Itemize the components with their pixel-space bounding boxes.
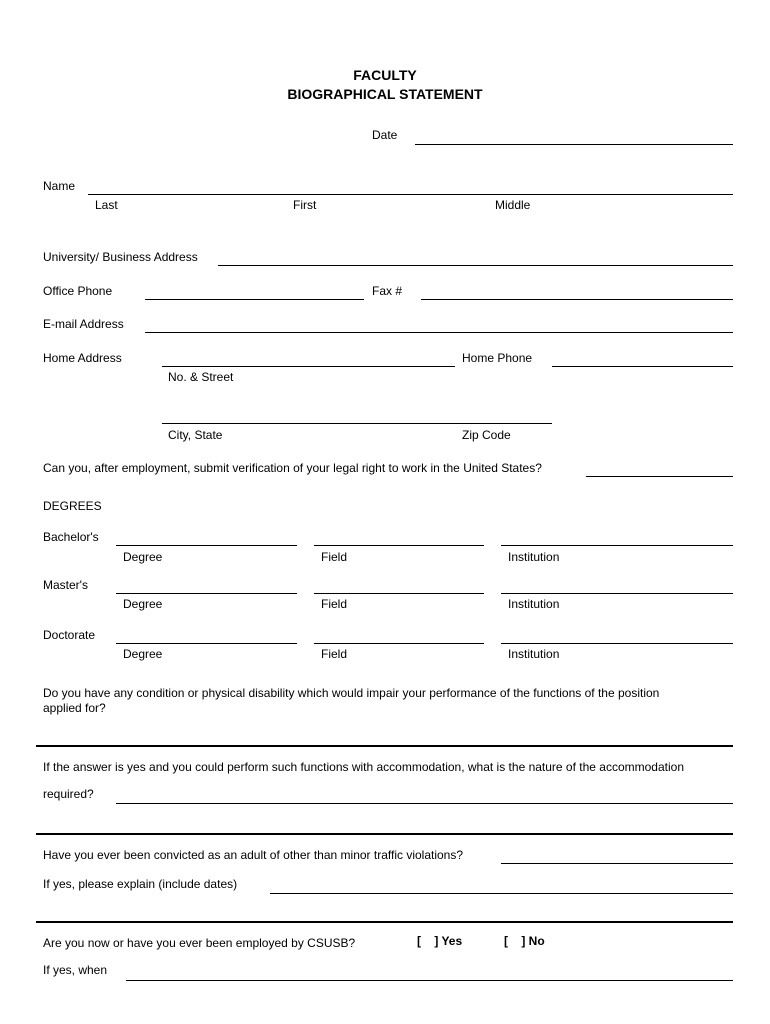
csusb-when-line[interactable] xyxy=(126,980,733,981)
csusb-no-checkbox[interactable]: [ ] No xyxy=(504,934,545,948)
home-zip-caption: Zip Code xyxy=(462,428,511,442)
accommodation-answer-line-2[interactable] xyxy=(36,833,733,835)
bachelors-field-line[interactable] xyxy=(314,545,484,546)
office-phone-field-line[interactable] xyxy=(145,299,364,300)
home-city-state-caption: City, State xyxy=(168,428,223,442)
convicted-answer-line[interactable] xyxy=(501,863,733,864)
disability-question-line2: applied for? xyxy=(43,701,106,715)
field-caption: Field xyxy=(321,550,348,564)
home-city-zip-field-line[interactable] xyxy=(162,423,552,424)
degree-row-label: Master's xyxy=(43,578,88,592)
name-label: Name xyxy=(43,179,76,193)
doctorate-degree-line[interactable] xyxy=(116,643,297,644)
convicted-explain-line[interactable] xyxy=(270,893,733,894)
name-middle-label: Middle xyxy=(495,198,531,212)
home-phone-field-line[interactable] xyxy=(552,366,733,367)
degree-row-label: Doctorate xyxy=(43,628,96,642)
csusb-question: Are you now or have you ever been employed by CSUSB? xyxy=(43,936,356,950)
university-address-label: University/ Business Address xyxy=(43,250,198,264)
degree-caption: Degree xyxy=(123,647,163,661)
institution-caption: Institution xyxy=(508,647,560,661)
degree-caption: Degree xyxy=(123,550,163,564)
doctorate-field-line[interactable] xyxy=(314,643,484,644)
csusb-when-label: If yes, when xyxy=(43,963,108,977)
accommodation-question-line1: If the answer is yes and you could perform such functions with accommodation, what is the nature of the accommodation xyxy=(43,760,684,774)
home-street-field-line[interactable] xyxy=(162,366,455,367)
masters-degree-line[interactable] xyxy=(116,593,297,594)
name-field-line[interactable] xyxy=(88,194,733,195)
home-phone-label: Home Phone xyxy=(462,351,533,365)
convicted-question: Have you ever been convicted as an adult of other than minor traffic violations? xyxy=(43,848,464,862)
csusb-yes-checkbox[interactable]: [ ] Yes xyxy=(417,934,463,948)
institution-caption: Institution xyxy=(508,550,560,564)
work-verification-answer-line[interactable] xyxy=(586,476,733,477)
name-last-label: Last xyxy=(95,198,118,212)
convicted-explain-label: If yes, please explain (include dates) xyxy=(43,877,238,891)
email-label: E-mail Address xyxy=(43,317,124,331)
date-field-line[interactable] xyxy=(415,144,733,145)
convicted-explain-line-2[interactable] xyxy=(36,921,733,923)
institution-caption: Institution xyxy=(508,597,560,611)
degrees-heading: DEGREES xyxy=(43,499,102,513)
fax-field-line[interactable] xyxy=(421,299,733,300)
field-caption: Field xyxy=(321,647,348,661)
bachelors-degree-line[interactable] xyxy=(116,545,297,546)
accommodation-answer-line[interactable] xyxy=(116,803,733,804)
university-address-field-line[interactable] xyxy=(218,265,733,266)
doctorate-institution-line[interactable] xyxy=(501,643,733,644)
field-caption: Field xyxy=(321,597,348,611)
home-street-caption: No. & Street xyxy=(168,370,234,384)
home-address-label: Home Address xyxy=(43,351,122,365)
fax-label: Fax # xyxy=(372,284,403,298)
accommodation-question-line2: required? xyxy=(43,787,94,801)
email-field-line[interactable] xyxy=(145,332,733,333)
date-label: Date xyxy=(372,128,398,142)
masters-field-line[interactable] xyxy=(314,593,484,594)
form-title-line1: FACULTY xyxy=(353,67,417,83)
name-first-label: First xyxy=(293,198,317,212)
disability-answer-line[interactable] xyxy=(36,745,733,747)
degree-caption: Degree xyxy=(123,597,163,611)
disability-question-line1: Do you have any condition or physical disability which would impair your performance of the functions of the position xyxy=(43,686,660,700)
masters-institution-line[interactable] xyxy=(501,593,733,594)
form-title-line2: BIOGRAPHICAL STATEMENT xyxy=(287,86,483,102)
work-verification-question: Can you, after employment, submit verification of your legal right to work in the United States? xyxy=(43,461,542,475)
degree-row-label: Bachelor's xyxy=(43,530,99,544)
office-phone-label: Office Phone xyxy=(43,284,113,298)
bachelors-institution-line[interactable] xyxy=(501,545,733,546)
